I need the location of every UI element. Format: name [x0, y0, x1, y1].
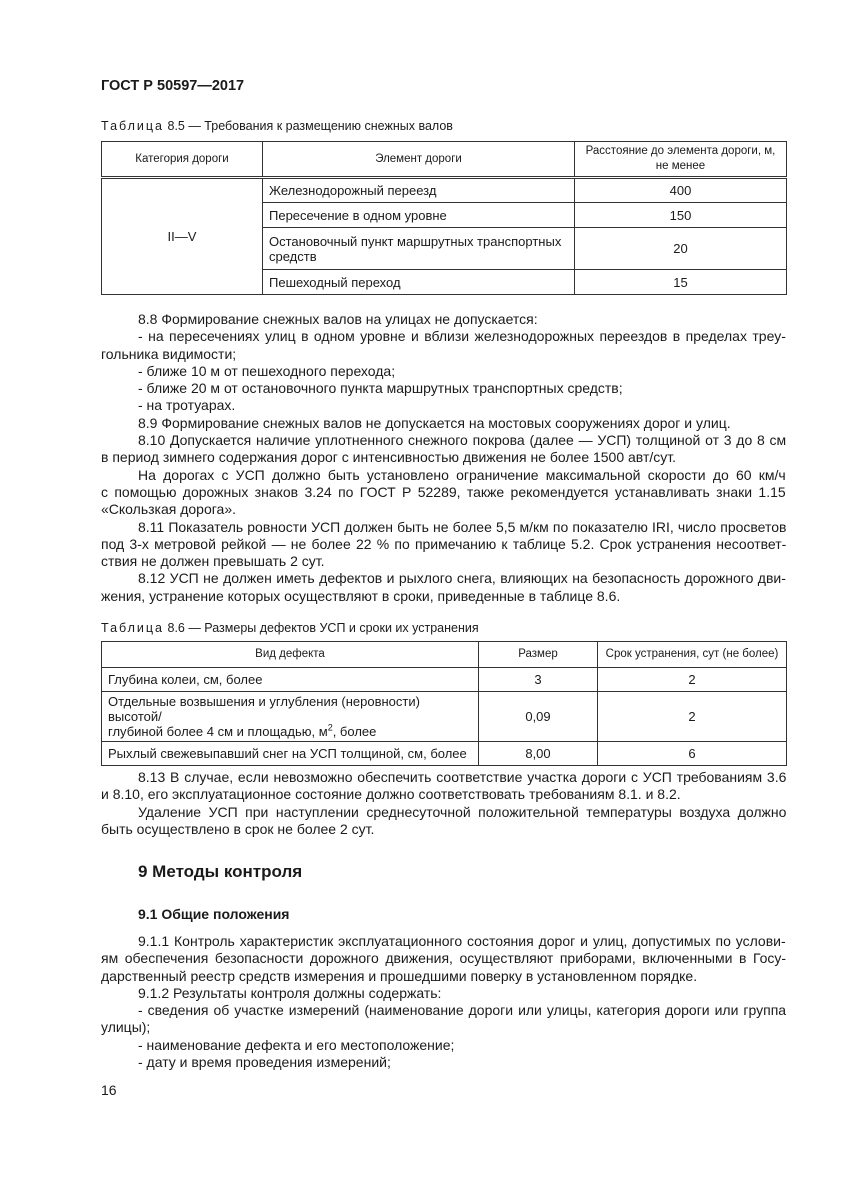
element-cell: Остановочный пункт маршрутных транспортных средств [263, 228, 575, 270]
defect-text: , более [332, 724, 377, 739]
table-8-6-caption [101, 621, 479, 635]
table-row [102, 692, 787, 742]
term-cell: 2 [598, 692, 787, 742]
text-line [101, 501, 786, 518]
column-header: Срок устранения, сут (не более) [598, 642, 787, 668]
paragraph-text: - ближе 20 м от остановочного пункта маршрутных транспортных средств; [138, 380, 623, 397]
paragraph-text: улицы); [101, 1019, 151, 1036]
column-header: Элемент дороги [263, 142, 575, 178]
defect-text: Отдельные возвышения и углубления (неровности) высотой/ [108, 694, 420, 724]
paragraph-text: 8.8 Формирование снежных валов на улицах не допускается: [138, 311, 538, 327]
paragraph-text: в период зимнего содержания дорог с интенсивностью движения не более 1500 авт/сут. [101, 449, 676, 466]
paragraph-text: 9.1.2 Результаты контроля должны содержать: [138, 984, 442, 1001]
paragraph-text: жения, устранение которых осуществляют в сроки, приведенные в таблице 8.6. [101, 587, 621, 604]
text-line [101, 968, 786, 985]
section-9-paragraphs [101, 933, 786, 1071]
text-line [101, 769, 786, 786]
paragraph-text: - на тротуарах. [138, 397, 236, 414]
paragraph-text: и 8.10, его эксплуатационное состояние должно соответствовать требованиям 8.1. и 8.2. [101, 786, 681, 803]
text-line [101, 933, 786, 950]
paragraph-text: 8.9 Формирование снежных валов не допускается на мостовых сооружениях дорог и улиц. [138, 414, 731, 431]
text-line [101, 397, 786, 414]
paragraph-text: - на пересечениях улиц в одном уровне и вблизи железнодорожных переездов в пределах треу- [138, 328, 786, 345]
text-line [101, 1019, 786, 1036]
paragraph-text: Удаление УСП при наступлении среднесуточной положительной температуры воздуха должно [138, 803, 787, 820]
table-8-5-caption [101, 119, 453, 133]
paragraph-text: 8.12 УСП не должен иметь дефектов и рыхлого снега, влияющих на безопасность дорожного дви- [138, 570, 786, 587]
paragraph-text: 8.11 Показатель ровности УСП должен быть не более 5,5 м/км по показателю IRI, число просветов [138, 518, 787, 535]
caption-word: Таблица [101, 119, 165, 133]
column-header: Вид дефекта [102, 642, 479, 668]
text-line [101, 1037, 786, 1054]
table-row [102, 668, 787, 692]
paragraph-text: - дату и время проведения измерений; [138, 1054, 391, 1071]
column-header: Размер [479, 642, 598, 668]
text-line [101, 536, 786, 553]
defect-cell: Рыхлый свежевыпавший снег на УСП толщиной, см, более [102, 742, 479, 766]
element-cell: Пересечение в одном уровне [263, 203, 575, 228]
term-cell: 6 [598, 742, 787, 766]
defect-text: глубиной более 4 см и площадью, м [108, 724, 328, 739]
text-line [101, 415, 786, 432]
page-number: 16 [101, 1082, 117, 1098]
size-cell: 0,09 [479, 692, 598, 742]
text-line [101, 449, 786, 466]
defect-cell: Глубина колеи, см, более [102, 668, 479, 692]
text-line [101, 786, 786, 803]
document-header: ГОСТ Р 50597—2017 [101, 78, 245, 94]
text-line [101, 553, 786, 570]
paragraph-text: ствия не должен превышать 2 сут. [101, 553, 325, 570]
element-cell: Пешеходный переход [263, 270, 575, 295]
text-line [101, 950, 786, 967]
paragraph-text: - ближе 10 м от пешеходного перехода; [138, 362, 396, 379]
text-line [101, 380, 786, 397]
caption-text: 8.6 — Размеры дефектов УСП и сроки их устранения [164, 621, 479, 635]
paragraph-text: 9.1.1 Контроль характеристик эксплуатационного состояния дорог и улиц, допустимых по услови- [138, 933, 786, 949]
text-line [101, 363, 786, 380]
text-line [101, 432, 786, 449]
table-row [102, 178, 787, 203]
column-header: Расстояние до элемента дороги, м, не менее [575, 142, 787, 178]
text-line [101, 328, 786, 345]
section-9-heading: 9 Методы контроля [138, 862, 303, 881]
text-line [101, 588, 786, 605]
paragraph-text: 8.13 В случае, если невозможно обеспечить соответствие участка дороги с УСП требованиям 3.6 [138, 769, 787, 785]
column-header: Категория дороги [102, 142, 263, 178]
section-8-13-paragraphs [101, 769, 786, 838]
paragraph-text: под 3-х метровой рейкой — не более 22 % по примечанию к таблице 5.2. Срок устранения несоответ- [101, 535, 787, 552]
text-line [101, 821, 786, 838]
category-cell: II—V [102, 178, 263, 295]
distance-cell: 20 [575, 228, 787, 270]
text-line [101, 484, 786, 501]
section-9-1-heading: 9.1 Общие положения [138, 906, 290, 922]
paragraph-text: - сведения об участке измерений (наименование дороги или улицы, категория дороги или группа [138, 1002, 787, 1019]
text-line [101, 311, 786, 328]
paragraph-text: гольника видимости; [101, 345, 237, 362]
size-cell: 8,00 [479, 742, 598, 766]
distance-cell: 15 [575, 270, 787, 295]
caption-word: Таблица [101, 621, 165, 635]
paragraph-text: На дорогах с УСП должно быть установлено ограничение максимальной скорости до 60 км/ч [138, 466, 786, 483]
paragraph-text: с помощью дорожных знаков 3.24 по ГОСТ Р 52289, также рекомендуется устанавливать знаки 1.15 [101, 483, 786, 500]
caption-text: 8.5 — Требования к размещению снежных валов [164, 119, 453, 133]
table-8-6 [101, 641, 787, 766]
size-cell: 3 [479, 668, 598, 692]
paragraph-text: «Скользкая дорога». [101, 501, 237, 518]
section-8-paragraphs [101, 311, 786, 605]
text-line [101, 570, 786, 587]
paragraph-text: дарственный реестр средств измерения и прошедшими поверку в установленном порядке. [101, 967, 698, 984]
paragraph-text: быть осуществлено в срок не более 2 сут. [101, 820, 375, 837]
text-line [101, 519, 786, 536]
text-line [101, 1002, 786, 1019]
text-line [101, 346, 786, 363]
text-line [101, 1054, 786, 1071]
text-line [101, 467, 786, 484]
paragraph-text: - наименование дефекта и его местоположение; [138, 1036, 455, 1053]
paragraph-text: ям обеспечения безопасности дорожного движения, осуществляют приборами, включенными в Госу- [101, 950, 787, 967]
text-line [101, 804, 786, 821]
distance-cell: 400 [575, 178, 787, 203]
term-cell: 2 [598, 668, 787, 692]
text-line [101, 985, 786, 1002]
element-cell: Железнодорожный переезд [263, 178, 575, 203]
distance-cell: 150 [575, 203, 787, 228]
superscript: 2 [327, 722, 333, 733]
defect-cell [102, 692, 479, 742]
paragraph-text: 8.10 Допускается наличие уплотненного снежного покрова (далее — УСП) толщиной от 3 до 8 см [138, 432, 787, 449]
table-8-5 [101, 141, 787, 295]
table-row [102, 742, 787, 766]
